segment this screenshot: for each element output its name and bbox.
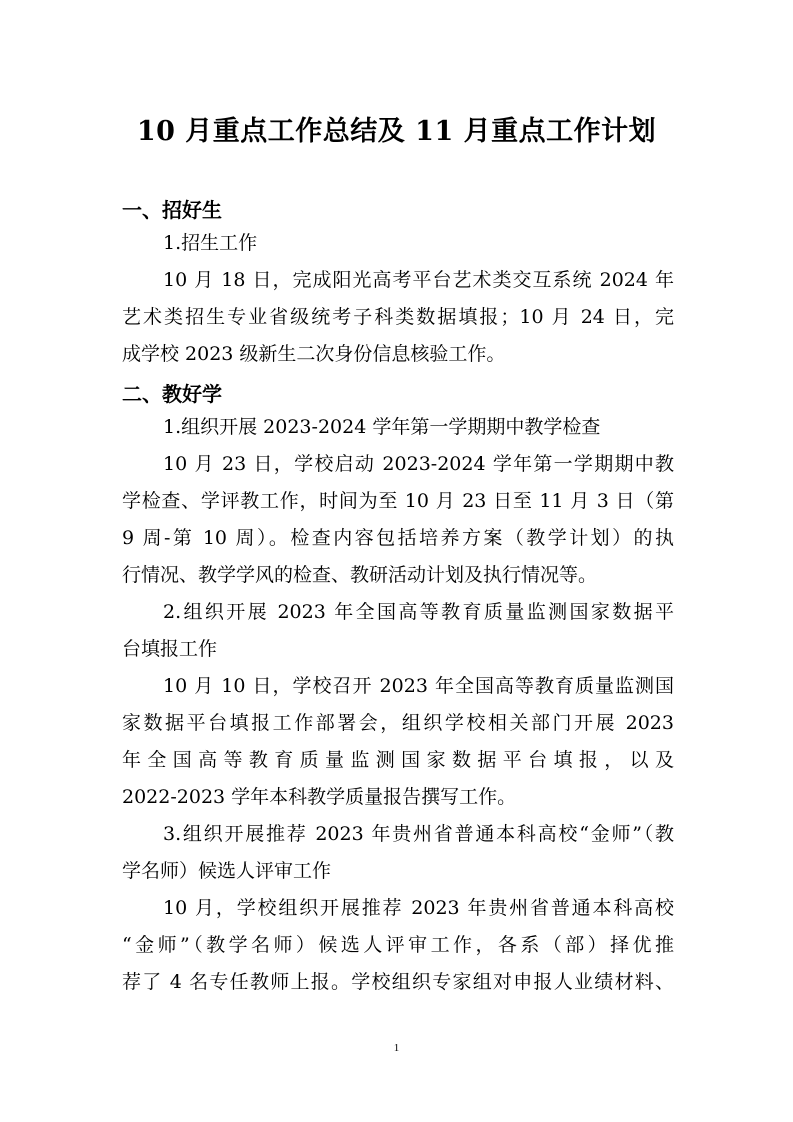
subsection-heading xyxy=(122,412,674,449)
subheading-line: 1.组织开展 2023-2024 学年第一学期期中教学检查 xyxy=(163,416,601,438)
page-number: 1 xyxy=(393,1042,400,1054)
paragraph-line: 10 月 23 日，学校启动 2023-2024 学年第一学期期中教 xyxy=(163,453,674,475)
paragraph-line: 行情况、教学学风的检查、教研活动计划及执行情况等。 xyxy=(122,564,598,586)
paragraph-line: 成学校 2023 级新生二次身份信息核验工作。 xyxy=(122,343,506,365)
subheading-line: 3.组织开展推荐 2023 年贵州省普通本科高校“金师”（教 xyxy=(163,823,674,845)
paragraph xyxy=(122,449,674,597)
subheading-line: 台填报工作 xyxy=(122,638,218,660)
paragraph-line: 艺术类招生专业省级统考子科类数据填报；10 月 24 日，完 xyxy=(122,306,674,328)
paragraph xyxy=(122,265,674,376)
paragraph-line: 9 周-第 10 周）。检查内容包括培养方案（教学计划）的执 xyxy=(122,527,674,549)
paragraph-line: “金师”（教学名师）候选人评审工作，各系（部）择优推 xyxy=(122,934,674,956)
paragraph xyxy=(122,671,674,819)
section-heading: 一、招好生 xyxy=(122,198,222,222)
paragraph-line: 10 月 18 日，完成阳光高考平台艺术类交互系统 2024 年 xyxy=(163,269,674,291)
subheading-line: 2.组织开展 2023 年全国高等教育质量监测国家数据平 xyxy=(163,601,674,623)
subheading-line: 学名师）候选人评审工作 xyxy=(122,860,332,882)
paragraph-line: 10 月，学校组织开展推荐 2023 年贵州省普通本科高校 xyxy=(163,897,674,919)
document-body xyxy=(122,192,674,1004)
paragraph-line: 荐了 4 名专任教师上报。学校组织专家组对申报人业绩材料、 xyxy=(122,971,674,993)
paragraph-line: 年全国高等教育质量监测国家数据平台填报，以及 xyxy=(122,749,674,771)
paragraph xyxy=(122,893,674,1004)
paragraph-line: 2022-2023 学年本科教学质量报告撰写工作。 xyxy=(122,786,517,808)
paragraph-line: 家数据平台填报工作部署会，组织学校相关部门开展 2023 xyxy=(122,712,674,734)
subsection-heading xyxy=(122,228,674,265)
subsection-heading xyxy=(122,819,674,893)
paragraph-line: 学检查、学评教工作，时间为至 10 月 23 日至 11 月 3 日（第 xyxy=(122,490,674,512)
document-title: 10 月重点工作总结及 11 月重点工作计划 xyxy=(136,116,657,147)
subsection-heading xyxy=(122,597,674,671)
subheading-line: 1.招生工作 xyxy=(163,232,258,254)
paragraph-line: 10 月 10 日，学校召开 2023 年全国高等教育质量监测国 xyxy=(163,675,674,697)
section-heading: 二、教好学 xyxy=(122,382,222,406)
